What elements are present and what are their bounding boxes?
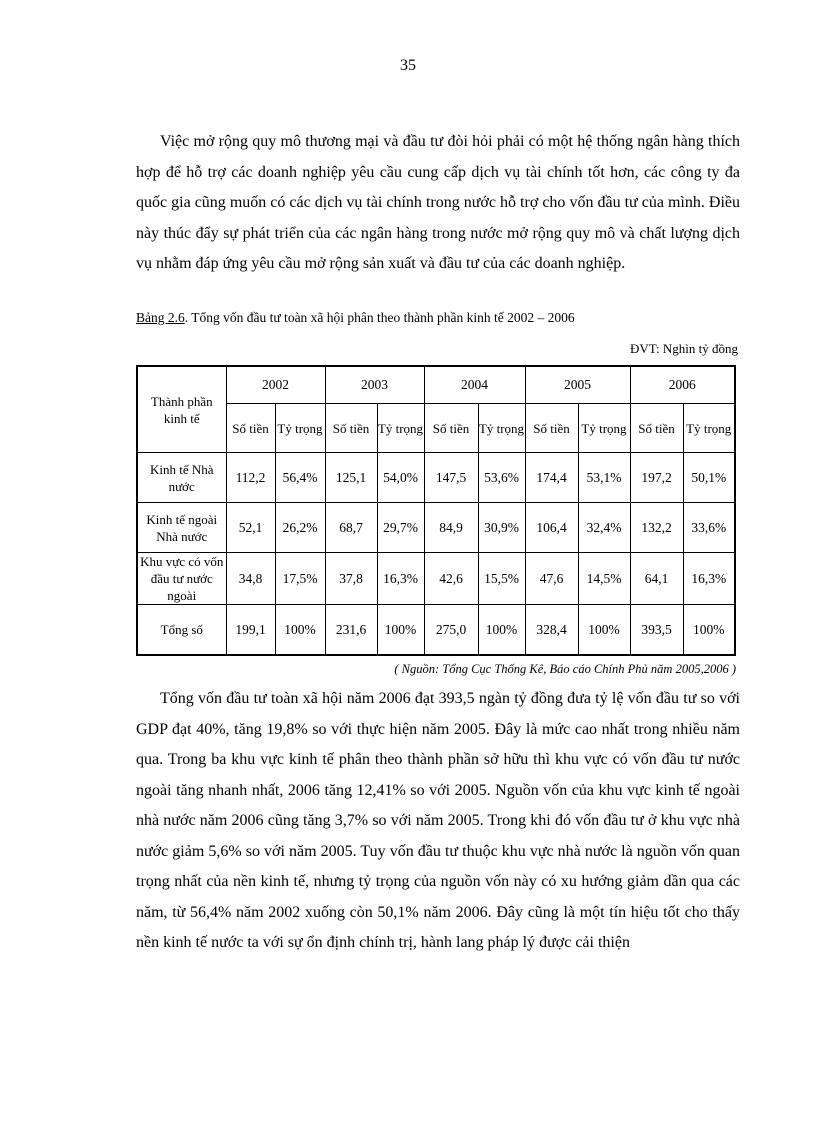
- table-header-subcolumns: [137, 404, 735, 453]
- paragraph-analysis: [136, 684, 740, 959]
- year-header: 2003: [325, 366, 424, 404]
- table-row-total: [137, 605, 735, 656]
- share-header: Tỷ trọng: [683, 404, 735, 453]
- row-label: Kinh tế Nhà nước: [137, 453, 226, 503]
- table-cell: 147,5: [424, 453, 478, 503]
- table-cell: 100%: [578, 605, 630, 656]
- amount-header: Số tiền: [525, 404, 578, 453]
- table-row: [137, 553, 735, 605]
- share-header: Tỷ trọng: [377, 404, 424, 453]
- row-label: Tổng số: [137, 605, 226, 656]
- table-cell: 14,5%: [578, 553, 630, 605]
- table-cell: 30,9%: [478, 503, 525, 553]
- table-unit: ĐVT: Nghìn tỷ đồng: [629, 341, 738, 356]
- paragraph-analysis-text: Tổng vốn đầu tư toàn xã hội năm 2006 đạt 393,5 ngàn tỷ đồng đưa tỷ lệ vốn đầu tư so với GDP đạt 40%, tăng 19,8% so với thực hiện năm 2005. Đây là mức cao nhất trong nhiều năm qua. Trong ba khu vực kinh tế phân theo thành phần sở hữu thì khu vực có vốn đầu tư nước ngoài tăng nhanh nhất, 2006 tăng 12,41% so với 2005. Nguồn vốn của khu vực kinh tế ngoài nhà nước năm 2006 cũng tăng 3,7% so với năm 2005. Trong khi đó vốn đầu tư ở khu vực nhà nước giảm 5,6% so với năm 2005. Tuy vốn đầu tư thuộc khu vực nhà nước là nguồn vốn quan trọng nhất của nền kinh tế, nhưng tỷ trọng của nguồn vốn này có xu hướng giảm dần qua các năm, từ 56,4% năm 2002 xuống còn 50,1% năm 2006. Đây cũng là một tín hiệu tốt cho thấy nền kinh tế nước ta với sự ổn định chính trị, hành lang pháp lý được cải thiện: [136, 690, 740, 951]
- year-header: 2002: [226, 366, 325, 404]
- table-caption: [136, 310, 575, 326]
- table-cell: 112,2: [226, 453, 275, 503]
- table-corner-header: Thành phần kinh tế: [137, 366, 226, 453]
- table-cell: 37,8: [325, 553, 377, 605]
- amount-header: Số tiền: [226, 404, 275, 453]
- table-cell: 56,4%: [275, 453, 325, 503]
- year-header: 2006: [630, 366, 735, 404]
- table-cell: 33,6%: [683, 503, 735, 553]
- table-cell: 231,6: [325, 605, 377, 656]
- table-cell: 50,1%: [683, 453, 735, 503]
- table-cell: 16,3%: [377, 553, 424, 605]
- investment-table: [136, 365, 736, 656]
- page-number: 35: [400, 57, 416, 74]
- table-cell: 34,8: [226, 553, 275, 605]
- table-cell: 64,1: [630, 553, 683, 605]
- table-header-years: [137, 366, 735, 404]
- table-caption-text: . Tổng vốn đầu tư toàn xã hội phân theo thành phần kinh tế 2002 – 2006: [184, 310, 575, 325]
- row-label: Khu vực có vốn đầu tư nước ngoài: [137, 553, 226, 605]
- table-cell: 42,6: [424, 553, 478, 605]
- table-cell: 32,4%: [578, 503, 630, 553]
- table-source-note: ( Nguồn: Tổng Cục Thống Kê, Báo cáo Chính Phủ năm 2005,2006 ): [394, 662, 736, 676]
- paragraph-intro: [136, 127, 740, 280]
- table-cell: 53,1%: [578, 453, 630, 503]
- amount-header: Số tiền: [424, 404, 478, 453]
- table-cell: 100%: [683, 605, 735, 656]
- paragraph-intro-text: Việc mở rộng quy mô thương mại và đầu tư đòi hỏi phải có một hệ thống ngân hàng thích hợp để hỗ trợ các doanh nghiệp yêu cầu cung cấp dịch vụ tài chính tốt hơn, các công ty đa quốc gia cũng muốn có các dịch vụ tài chính trong nước hỗ trợ cho vốn đầu tư của mình. Điều này thúc đẩy sự phát triển của các ngân hàng trong nước mở rộng quy mô và chất lượng dịch vụ nhằm đáp ứng yêu cầu mở rộng sản xuất và đầu tư của các doanh nghiệp.: [136, 133, 740, 272]
- table-cell: 53,6%: [478, 453, 525, 503]
- table-cell: 26,2%: [275, 503, 325, 553]
- table-cell: 393,5: [630, 605, 683, 656]
- table-cell: 100%: [275, 605, 325, 656]
- table-cell: 106,4: [525, 503, 578, 553]
- share-header: Tỷ trọng: [578, 404, 630, 453]
- table-cell: 84,9: [424, 503, 478, 553]
- row-label: Kinh tế ngoài Nhà nước: [137, 503, 226, 553]
- share-header: Tỷ trọng: [275, 404, 325, 453]
- table-cell: 174,4: [525, 453, 578, 503]
- table-cell: 100%: [478, 605, 525, 656]
- table-cell: 68,7: [325, 503, 377, 553]
- table-cell: 132,2: [630, 503, 683, 553]
- table-caption-label: Bảng 2.6: [136, 310, 185, 325]
- table-cell: 15,5%: [478, 553, 525, 605]
- table-cell: 328,4: [525, 605, 578, 656]
- table-cell: 29,7%: [377, 503, 424, 553]
- share-header: Tỷ trọng: [478, 404, 525, 453]
- table-cell: 17,5%: [275, 553, 325, 605]
- amount-header: Số tiền: [630, 404, 683, 453]
- table-cell: 52,1: [226, 503, 275, 553]
- year-header: 2005: [525, 366, 630, 404]
- table-cell: 275,0: [424, 605, 478, 656]
- table-cell: 197,2: [630, 453, 683, 503]
- table-cell: 16,3%: [683, 553, 735, 605]
- table-cell: 100%: [377, 605, 424, 656]
- year-header: 2004: [424, 366, 525, 404]
- table-cell: 47,6: [525, 553, 578, 605]
- table-cell: 54,0%: [377, 453, 424, 503]
- table-cell: 199,1: [226, 605, 275, 656]
- table-row: [137, 503, 735, 553]
- table-row: [137, 453, 735, 503]
- table-cell: 125,1: [325, 453, 377, 503]
- amount-header: Số tiền: [325, 404, 377, 453]
